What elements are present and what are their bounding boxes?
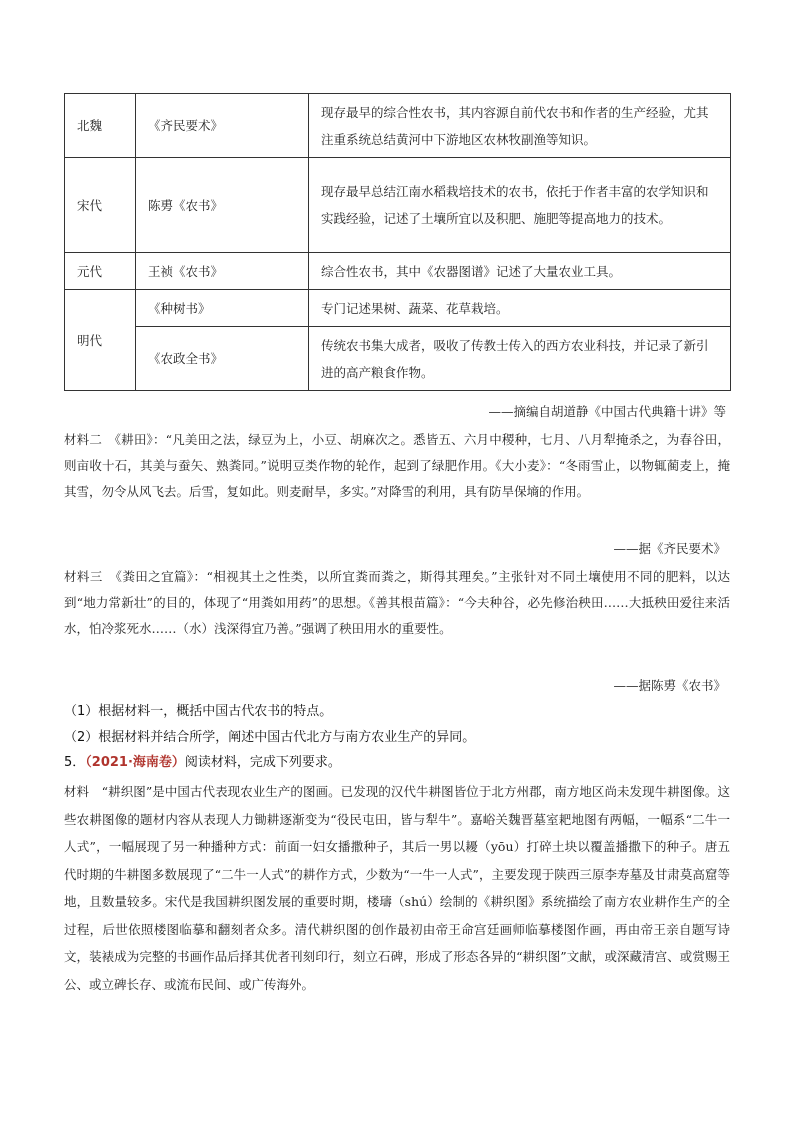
description-cell: 现存最早的综合性农书，其内容源自前代农书和作者的生产经验，尤其注重系统总结黄河中下游地区农林牧副渔等知识。 [309, 94, 731, 158]
book-cell: 《种树书》 [136, 290, 309, 327]
book-cell: 《农政全书》 [136, 327, 309, 391]
question-number: 5． [64, 755, 86, 770]
book-cell: 王祯《农书》 [136, 253, 309, 290]
question-5-header [64, 752, 341, 774]
era-cell: 明代 [65, 290, 136, 391]
description-cell: 现存最早总结江南水稻栽培技术的农书，依托于作者丰富的农学知识和实践经验，记述了土壤所宜以及积肥、施肥等提高地力的技术。 [309, 158, 731, 253]
table-row [65, 253, 731, 290]
source-citation: ——据陈旉《农书》 [613, 678, 726, 693]
table-row [65, 327, 731, 391]
agricultural-books-table [64, 93, 731, 391]
material-three: 材料三 《粪田之宜篇》：“相视其土之性类，以所宜粪而粪之，斯得其理矣。”主张针对不同土壤使用不同的肥料，以达到“地力常新壮”的目的，体现了“用粪如用药”的思想。《善其根苗篇》：“今夫种谷，必先修治秧田……大抵秧田爱往来活水，怕冷浆死水……（水）浅深得宜乃善。”强调了秧田用水的重要性。 [64, 569, 730, 636]
table-row [65, 158, 731, 253]
description-cell: 专门记述果树、蔬菜、花草栽培。 [309, 290, 731, 327]
source-citation: ——摘编自胡道静《中国古代典籍十讲》等 [488, 404, 726, 419]
table-row [65, 94, 731, 158]
era-cell: 宋代 [65, 158, 136, 253]
era-cell: 北魏 [65, 94, 136, 158]
question-1: （1）根据材料一，概括中国古代农书的特点。 [64, 704, 333, 719]
question-instruction: 阅读材料，完成下列要求。 [184, 755, 341, 770]
table-row [65, 290, 731, 327]
book-cell: 陈旉《农书》 [136, 158, 309, 253]
question-2: （2）根据材料并结合所学，阐述中国古代北方与南方农业生产的异同。 [64, 730, 476, 745]
description-cell: 综合性农书，其中《农器图谱》记述了大量农业工具。 [309, 253, 731, 290]
source-citation: ——据《齐民要术》 [613, 541, 726, 556]
description-cell: 传统农书集大成者，吸收了传教士传入的西方农业科技，并记录了新引进的高产粮食作物。 [309, 327, 731, 391]
era-cell: 元代 [65, 253, 136, 290]
material-five: 材料 “耕织图”是中国古代表现农业生产的图画。已发现的汉代牛耕图皆位于北方州郡，南方地区尚未发现牛耕图像。这些农耕图像的题材内容从表现人力锄耕逐渐变为“役民屯田，皆与犁牛”。嘉峪关魏晋墓室耙地图有两幅，一幅系“二牛一人式”，一幅展现了另一种播种方式：前面一妇女播撒种子，其后一男以耰（yōu）打碎土块以覆盖播撒下的种子。唐五代时期的牛耕图多数展现了“二牛一人式”的耕作方式，少数为“一牛一人式”，主要发现于陕西三原李寿墓及甘肃莫高窟等地，且数量较多。宋代是我国耕织图发展的重要时期，楼璹（shú）绘制的《耕织图》系统描绘了南方农业耕作生产的全过程，后世依照楼图临摹和翻刻者众多。清代耕织图的创作最初由帝王命宫廷画师临摹楼图作画，再由帝王亲自题写诗文，装裱成为完整的书画作品后择其优者刊刻印行，刻立石碑，形成了形态各异的“耕织图”文献，或深藏清宫、或赏赐王公、或立碑长存、或流布民间、或广传海外。 [64, 784, 730, 992]
material-two: 材料二 《耕田》：“凡美田之法，绿豆为上，小豆、胡麻次之。悉皆五、六月中稷种，七月、八月犁掩杀之，为春谷田，则亩收十石，其美与蚕矢、熟粪同。”说明豆类作物的轮作，起到了绿肥作用。《大小麦》：“冬雨雪止，以物辄蔺麦上，掩其雪，勿令从风飞去。后雪，复如此。则麦耐旱，多实。”对降雪的利用，具有防旱保墒的作用。 [64, 432, 730, 499]
exam-source-tag: （2021·海南卷） [85, 755, 185, 770]
book-cell: 《齐民要术》 [136, 94, 309, 158]
